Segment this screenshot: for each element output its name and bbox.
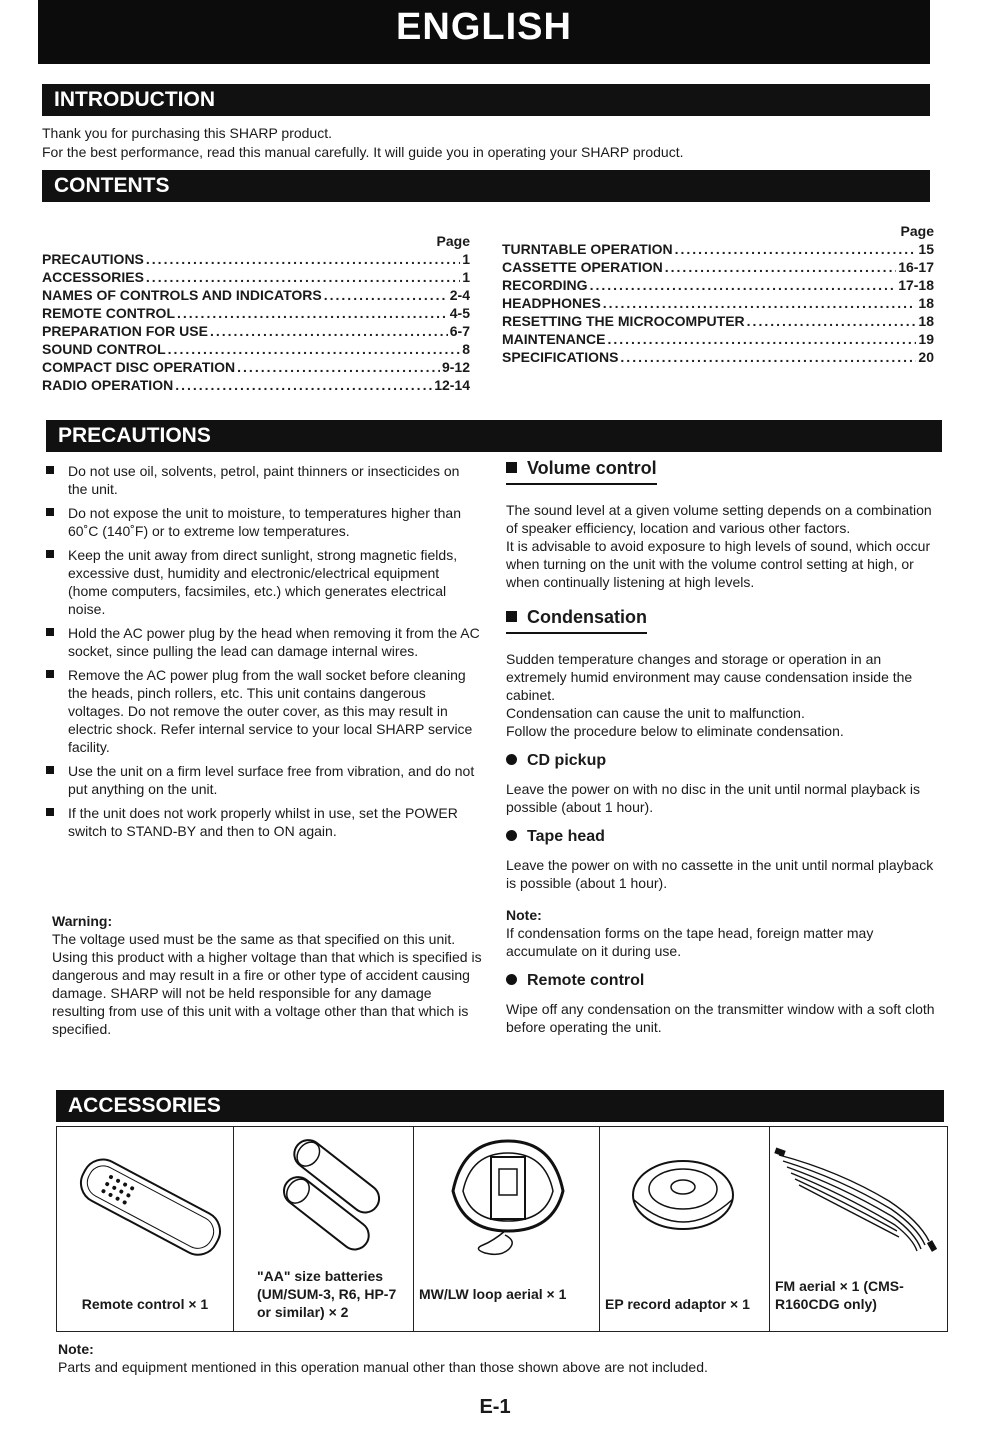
warning-block bbox=[52, 912, 482, 1038]
accessory-label: FM aerial × 1 (CMS-R160CDG only) bbox=[775, 1278, 904, 1312]
introduction-heading-bar bbox=[42, 84, 930, 116]
accessories-note-text: Parts and equipment mentioned in this operation manual other than those shown above are not included. bbox=[58, 1359, 708, 1375]
toc-entry: CASSETTE OPERATION ..... 16-17 bbox=[502, 258, 934, 276]
accessory-batteries bbox=[233, 1127, 414, 1331]
intro-text bbox=[42, 124, 892, 162]
precautions-list bbox=[44, 462, 482, 846]
precautions-heading: PRECAUTIONS bbox=[58, 424, 211, 447]
accessory-label: EP record adaptor × 1 bbox=[605, 1296, 750, 1312]
bullet-square-icon bbox=[46, 808, 54, 816]
toc-entry: SOUND CONTROL ..... 8 bbox=[42, 340, 470, 358]
remote-control-text: Wipe off any condensation on the transmitter window with a soft cloth before operating the unit. bbox=[506, 1001, 935, 1035]
precautions-heading-bar bbox=[46, 420, 942, 452]
intro-line-2: For the best performance, read this manual carefully. It will guide you in operating your SHARP product. bbox=[42, 144, 684, 160]
contents-heading: CONTENTS bbox=[54, 174, 170, 197]
bullet-square-icon bbox=[46, 628, 54, 636]
accessory-loop-aerial bbox=[413, 1127, 600, 1331]
right-column bbox=[506, 458, 944, 1036]
volume-paragraph-1: The sound level at a given volume setting depends on a combination of speaker efficiency, location and various other factors. bbox=[506, 502, 932, 536]
precaution-item: Use the unit on a firm level surface free from vibration, and do not put anything on the unit. bbox=[44, 762, 482, 798]
toc-entry: NAMES OF CONTROLS AND INDICATORS ..... 2-4 bbox=[42, 286, 470, 304]
toc-entry: HEADPHONES ..... 18 bbox=[502, 294, 934, 312]
toc-entry: MAINTENANCE ..... 19 bbox=[502, 330, 934, 348]
condensation-heading: Condensation bbox=[506, 607, 647, 634]
condensation-paragraph-3: Follow the procedure below to eliminate condensation. bbox=[506, 723, 844, 739]
batteries-icon bbox=[233, 1131, 413, 1271]
toc-entry: RESETTING THE MICROCOMPUTER ..... 18 bbox=[502, 312, 934, 330]
accessory-label: Remote control × 1 bbox=[81, 1296, 209, 1312]
bullet-square-icon bbox=[46, 670, 54, 678]
accessories-note bbox=[58, 1340, 938, 1376]
accessories-note-label: Note: bbox=[58, 1341, 94, 1357]
bullet-dot-icon bbox=[506, 974, 517, 985]
note-text: If condensation forms on the tape head, foreign matter may accumulate on it during use. bbox=[506, 925, 874, 959]
contents-heading-bar bbox=[42, 170, 930, 202]
ep-adaptor-icon bbox=[599, 1133, 769, 1273]
remote-control-heading: Remote control bbox=[506, 972, 944, 990]
volume-paragraph-2: It is advisable to avoid exposure to high levels of sound, which occur when turning on the unit with the volume control setting at high, or when continually listening at high levels. bbox=[506, 538, 931, 590]
remote-control-icon bbox=[57, 1133, 233, 1273]
bullet-dot-icon bbox=[506, 754, 517, 765]
fm-aerial-icon bbox=[769, 1131, 947, 1271]
bullet-square-icon bbox=[46, 466, 54, 474]
accessory-label: MW/LW loop aerial × 1 bbox=[419, 1286, 567, 1302]
cd-pickup-text: Leave the power on with no disc in the unit until normal playback is possible (about 1 hour). bbox=[506, 781, 921, 815]
bullet-dot-icon bbox=[506, 830, 517, 841]
intro-line-1: Thank you for purchasing this SHARP product. bbox=[42, 125, 333, 141]
precaution-item: If the unit does not work properly whilst in use, set the POWER switch to STAND-BY and then to ON again. bbox=[44, 804, 482, 840]
cd-pickup-heading: CD pickup bbox=[506, 752, 944, 770]
precaution-item: Do not expose the unit to moisture, to temperatures higher than 60˚C (140˚F) or to extreme low temperatures. bbox=[44, 504, 482, 540]
accessory-ep-adaptor bbox=[599, 1127, 770, 1331]
note-label: Note: bbox=[506, 907, 542, 923]
accessory-fm-aerial bbox=[769, 1127, 947, 1331]
condensation-paragraph-2: Condensation can cause the unit to malfunction. bbox=[506, 705, 805, 721]
loop-aerial-icon bbox=[413, 1131, 599, 1271]
accessory-remote-control bbox=[57, 1127, 234, 1331]
accessories-table bbox=[56, 1126, 948, 1332]
volume-control-heading: Volume control bbox=[506, 458, 657, 485]
toc-entry: ACCESSORIES ..... 1 bbox=[42, 268, 470, 286]
warning-label: Warning: bbox=[52, 913, 113, 929]
toc-entry: COMPACT DISC OPERATION ..... 9-12 bbox=[42, 358, 470, 376]
bullet-square-icon bbox=[506, 462, 517, 473]
page-number: E-1 bbox=[479, 1396, 511, 1418]
toc-entry: PRECAUTIONS ..... 1 bbox=[42, 250, 470, 268]
bullet-square-icon bbox=[506, 611, 517, 622]
toc-entry: SPECIFICATIONS ..... 20 bbox=[502, 348, 934, 366]
contents-right-column bbox=[502, 222, 934, 366]
introduction-heading: INTRODUCTION bbox=[54, 88, 215, 111]
title-bar bbox=[38, 0, 930, 64]
page-column-label: Page bbox=[436, 233, 470, 249]
tape-head-heading: Tape head bbox=[506, 828, 944, 846]
precaution-item: Remove the AC power plug from the wall socket before cleaning the heads, pinch rollers, etc. This unit contains dangerous voltages. Do not remove the outer cover, as this may result in electric shock. Refer internal service to your local SHARP service facility. bbox=[44, 666, 482, 756]
condensation-paragraph-1: Sudden temperature changes and storage or operation in an extremely humid environment may cause condensation inside the cabinet. bbox=[506, 651, 913, 703]
warning-text: The voltage used must be the same as that specified on this unit. Using this product with a higher voltage than that which is specified is dangerous and may result in a fire or other type of accident causing damage. SHARP will not be held responsible for any damage resulting from use of this unit with a voltage other than that which is specified. bbox=[52, 931, 482, 1037]
bullet-square-icon bbox=[46, 550, 54, 558]
toc-entry: PREPARATION FOR USE ..... 6-7 bbox=[42, 322, 470, 340]
bullet-square-icon bbox=[46, 508, 54, 516]
accessories-heading-bar bbox=[56, 1090, 944, 1122]
precaution-item: Do not use oil, solvents, petrol, paint thinners or insecticides on the unit. bbox=[44, 462, 482, 498]
contents-left-column bbox=[42, 232, 470, 394]
accessories-heading: ACCESSORIES bbox=[68, 1094, 221, 1117]
accessory-label: "AA" size batteries (UM/SUM-3, R6, HP-7 or similar) × 2 bbox=[257, 1268, 397, 1320]
toc-entry: REMOTE CONTROL ..... 4-5 bbox=[42, 304, 470, 322]
precaution-item: Keep the unit away from direct sunlight, strong magnetic fields, excessive dust, humidity and electronic/electrical equipment (home computers, facsimiles, etc.) which generates electrical noise. bbox=[44, 546, 482, 618]
tape-head-text: Leave the power on with no cassette in the unit until normal playback is possible (about 1 hour). bbox=[506, 857, 934, 891]
bullet-square-icon bbox=[46, 766, 54, 774]
toc-entry: RECORDING ..... 17-18 bbox=[502, 276, 934, 294]
page-column-label: Page bbox=[900, 223, 934, 239]
page-title: ENGLISH bbox=[396, 6, 572, 48]
precaution-item: Hold the AC power plug by the head when removing it from the AC socket, since pulling the lead can damage internal wires. bbox=[44, 624, 482, 660]
toc-entry: RADIO OPERATION ..... 12-14 bbox=[42, 376, 470, 394]
toc-entry: TURNTABLE OPERATION ..... 15 bbox=[502, 240, 934, 258]
